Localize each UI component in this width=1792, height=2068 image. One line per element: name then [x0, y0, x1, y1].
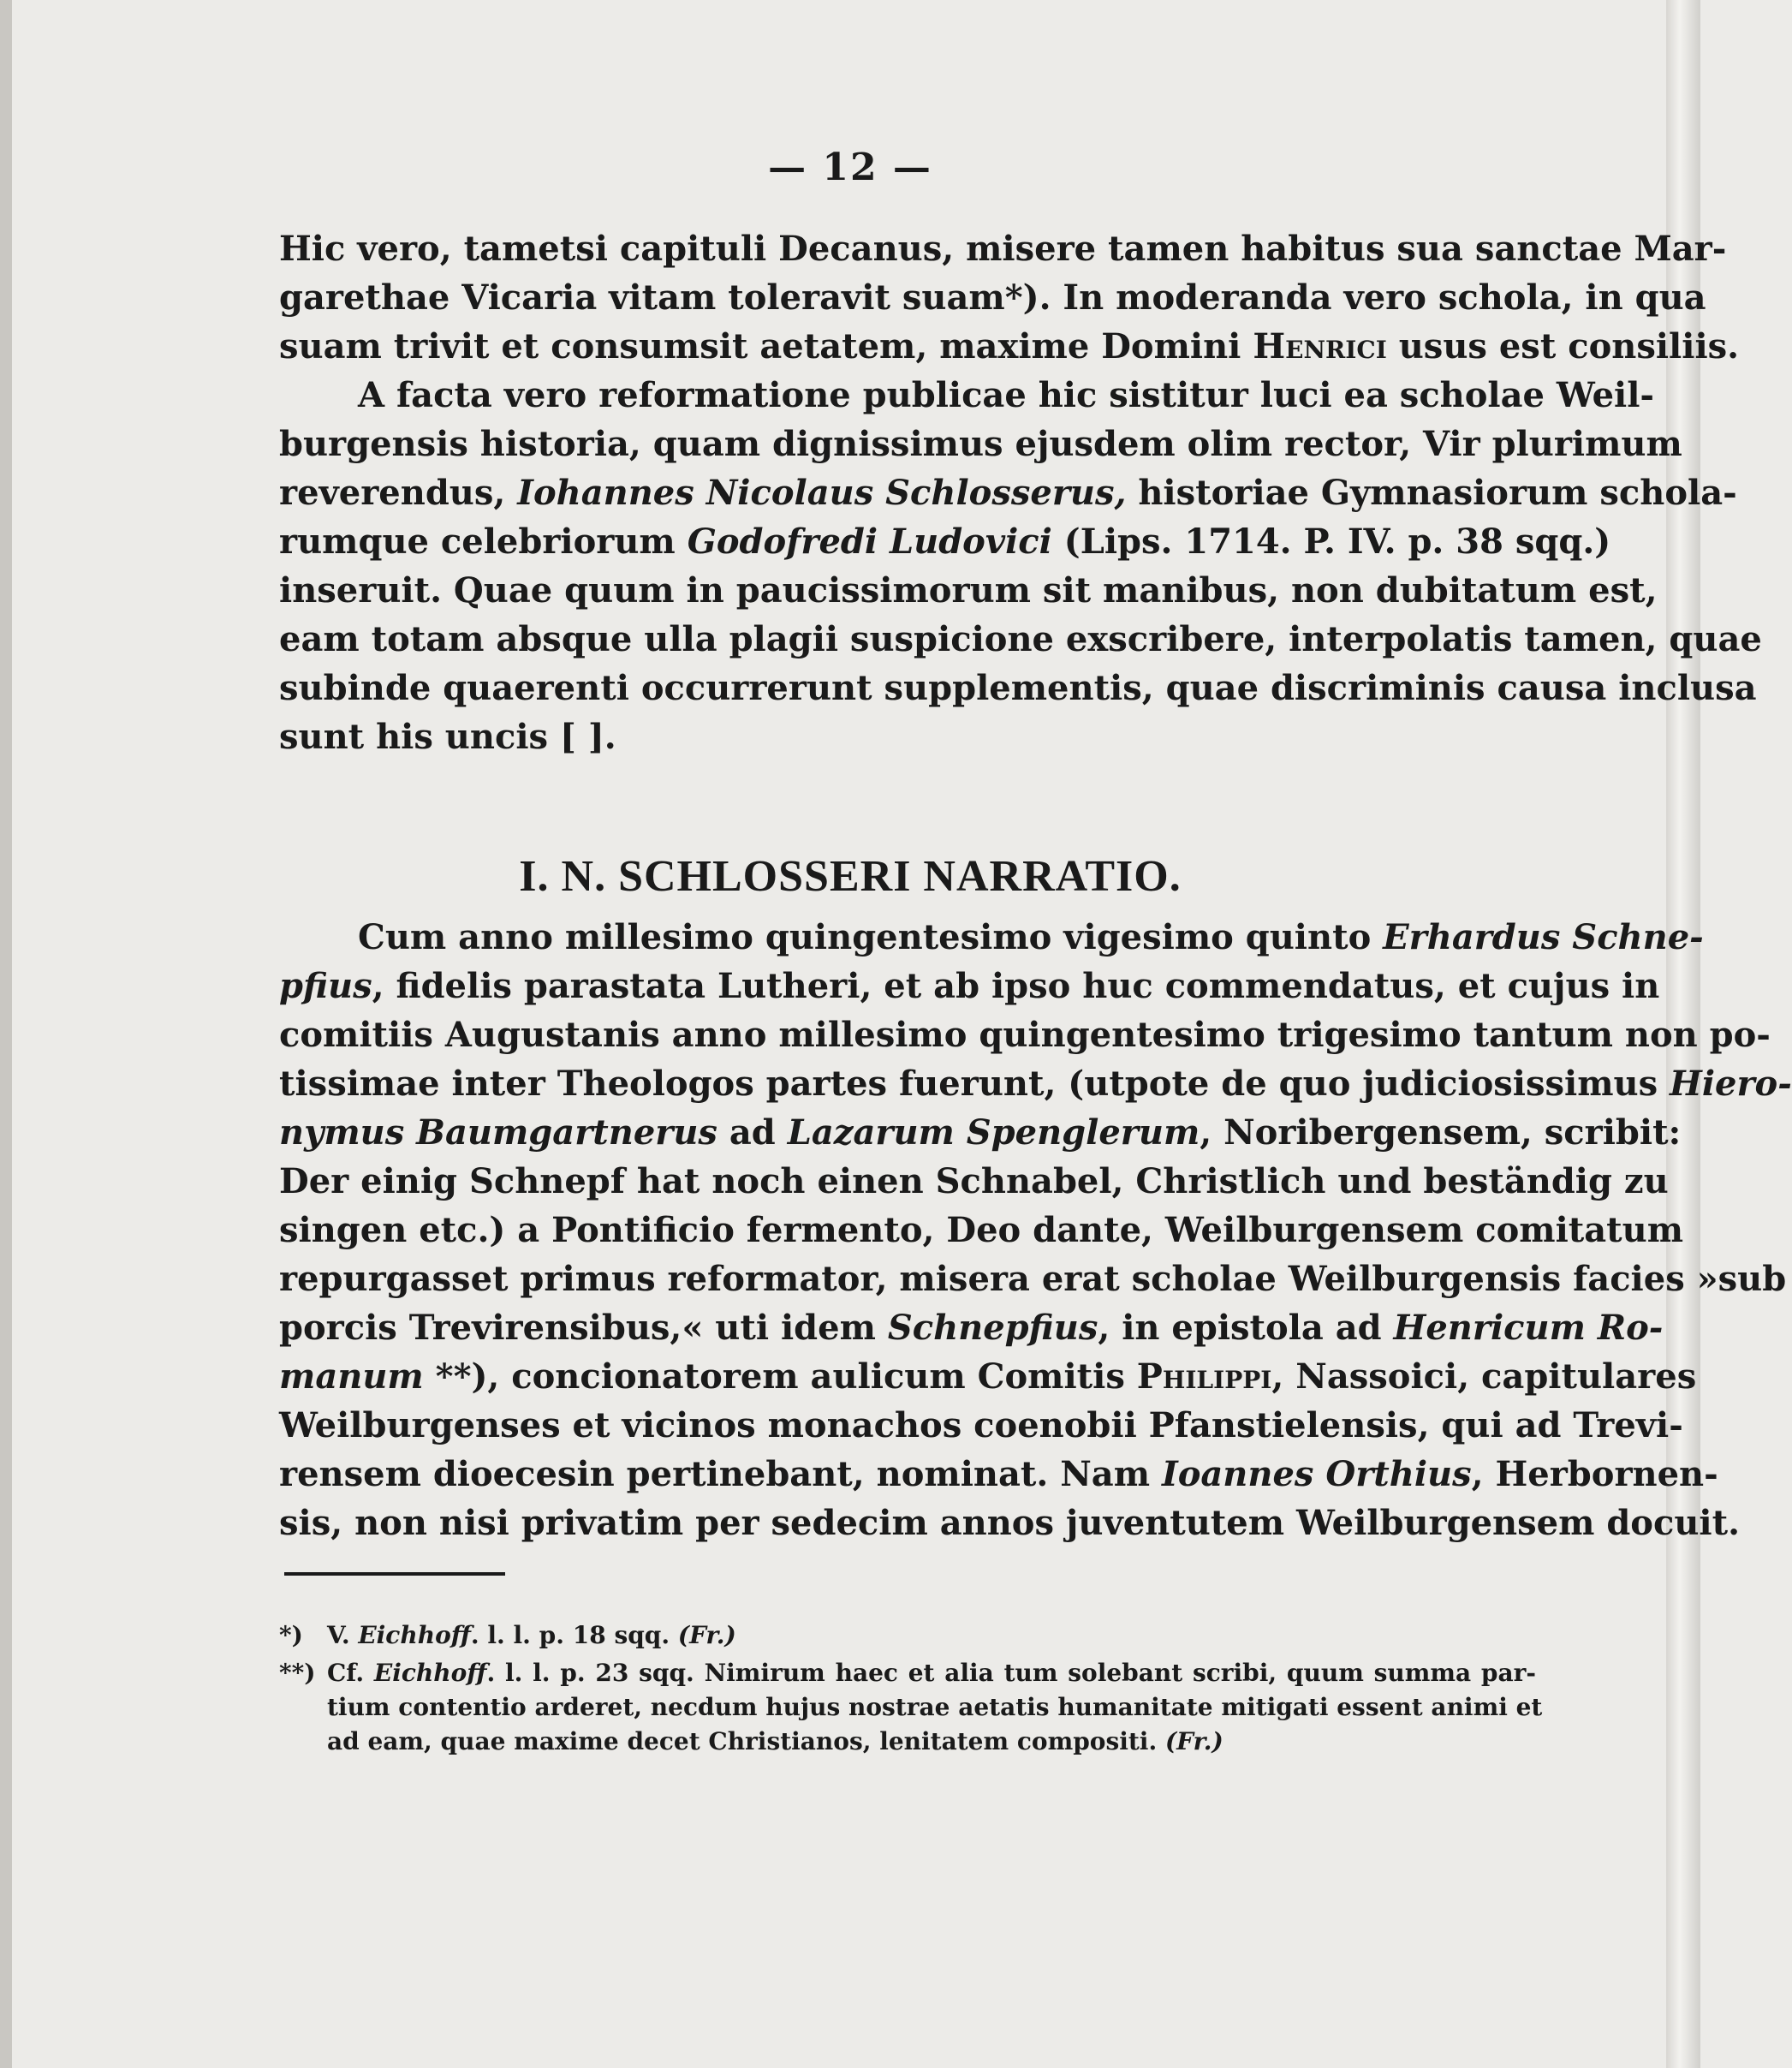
text-line: nymus Baumgartnerus ad Lazarum Spenglerum, Noribergensem, scribit: — [279, 1112, 1682, 1153]
body-text-top — [279, 224, 1762, 761]
body-text-narratio — [279, 913, 1792, 1547]
text-line: tissimae inter Theologos partes fuerunt, (utpote de quo judiciosissimus Hiero- — [279, 1064, 1792, 1104]
text-line: singen etc.) a Pontificio fermento, Deo dante, Weilburgensem comitatum — [279, 1210, 1684, 1250]
text-line: garethae Vicaria vitam toleravit suam*). In moderanda vero schola, in qua — [279, 277, 1706, 318]
section-heading: I. N. SCHLOSSERI NARRATIO. — [519, 852, 1182, 901]
text-line: eam totam absque ulla plagii suspicione exscribere, interpolatis tamen, quae — [279, 619, 1762, 659]
footnote-mark: *) — [279, 1621, 303, 1649]
page-gutter — [0, 0, 12, 2068]
footnote-mark: **) — [279, 1659, 316, 1687]
text-line: Weilburgenses et vicinos monachos coenobii Pfanstielensis, qui ad Trevi- — [279, 1405, 1683, 1445]
text-line: burgensis historia, quam dignissimus ejusdem olim rector, Vir plurimum — [279, 424, 1682, 464]
text-line: inseruit. Quae quum in paucissimorum sit manibus, non dubitatum est, — [279, 570, 1658, 611]
text-line: suam trivit et consumsit aetatem, maxime Domini Henrici usus est consiliis. — [279, 326, 1740, 367]
text-line: manum **), concionatorem aulicum Comitis Philippi, Nassoici, capitulares — [279, 1356, 1697, 1397]
text-line: rensem dioecesin pertinebant, nominat. Nam Ioannes Orthius, Herbornen- — [279, 1454, 1718, 1494]
text-line: repurgasset primus reformator, misera erat scholae Weilburgensis facies »sub — [279, 1259, 1787, 1299]
page-number: — 12 — — [768, 146, 932, 189]
text-line: pfius, fidelis parastata Lutheri, et ab ipso huc commendatus, et cujus in — [279, 966, 1660, 1006]
text-line: rumque celebriorum Godofredi Ludovici (Lips. 1714. P. IV. p. 38 sqq.) — [279, 521, 1611, 562]
text-line: tium contentio arderet, necdum hujus nostrae aetatis humanitate mitigati essent animi et — [327, 1693, 1543, 1721]
text-line: comitiis Augustanis anno millesimo quingentesimo trigesimo tantum non po- — [279, 1015, 1771, 1055]
text-line: sunt his uncis [ ]. — [279, 717, 616, 757]
text-line: Cum anno millesimo quingentesimo vigesimo quinto Erhardus Schne- — [358, 917, 1704, 957]
text-line: porcis Trevirensibus,« uti idem Schnepfius, in epistola ad Henricum Ro- — [279, 1308, 1664, 1348]
text-line: Hic vero, tametsi capituli Decanus, misere tamen habitus sua sanctae Mar- — [279, 229, 1727, 269]
text-line: Der einig Schnepf hat noch einen Schnabel, Christlich und beständig zu — [279, 1161, 1669, 1201]
text-line: ad eam, quae maxime decet Christianos, lenitatem compositi. (Fr.) — [327, 1727, 1223, 1755]
footnote-1: *) V. Eichhoff. l. l. p. 18 sqq. (Fr.) — [279, 1618, 1536, 1653]
text-line: **) Cf. Eichhoff. l. l. p. 23 sqq. Nimirum haec et alia tum solebant scribi, quum summa par- — [279, 1656, 1536, 1690]
footnote-2 — [279, 1656, 1543, 1759]
text-line: A facta vero reformatione publicae hic sistitur luci ea scholae Weil- — [358, 375, 1655, 415]
text-line: sis, non nisi privatim per sedecim annos juventutem Weilburgensem docuit. — [279, 1503, 1740, 1543]
text-line: reverendus, Iohannes Nicolaus Schlosserus, historiae Gymnasiorum schola- — [279, 473, 1737, 513]
footnote-rule — [284, 1572, 505, 1576]
text-line: subinde quaerenti occurrerunt supplementis, quae discriminis causa inclusa — [279, 668, 1757, 708]
